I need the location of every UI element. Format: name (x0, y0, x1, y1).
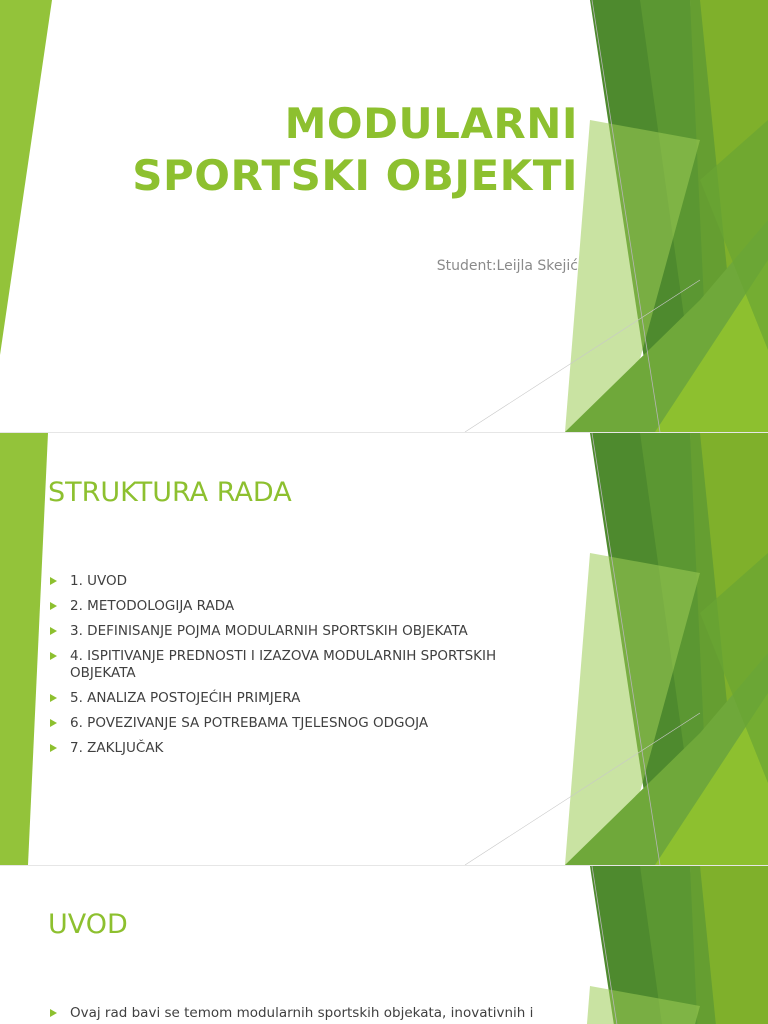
presentation-subtitle: Student:Leijla Skejić (436, 258, 578, 274)
list-item-text: 2. METODOLOGIJA RADA (70, 598, 235, 614)
green-geometric-decoration (0, 0, 768, 432)
structure-slide (0, 433, 768, 865)
list-item-text: 5. ANALIZA POSTOJEĆIH PRIMJERA (70, 690, 301, 706)
list-item (48, 598, 528, 615)
list-item-text: 7. ZAKLJUČAK (70, 740, 164, 756)
intro-slide (0, 866, 768, 1024)
presentation-title (58, 98, 578, 202)
title-line-1: MODULARNI (284, 99, 578, 148)
title-line-2: SPORTSKI OBJEKTI (132, 151, 578, 200)
list-item-text: 1. UVOD (70, 573, 128, 589)
triangle-bullet-icon (50, 577, 57, 585)
triangle-bullet-icon (50, 652, 57, 660)
list-item (48, 648, 528, 682)
list-item-text: 6. POVEZIVANJE SA POTREBAMA TJELESNOG ODGOJA (70, 715, 429, 731)
list-item (48, 573, 528, 590)
list-item (48, 715, 528, 732)
intro-paragraph (48, 1005, 600, 1022)
slide-heading: UVOD (48, 909, 128, 940)
triangle-bullet-icon (50, 1009, 57, 1017)
structure-list (48, 573, 528, 765)
title-slide (0, 0, 768, 432)
list-item-text: 4. ISPITIVANJE PREDNOSTI I IZAZOVA MODULARNIH SPORTSKIH OBJEKATA (70, 648, 497, 681)
triangle-bullet-icon (50, 694, 57, 702)
triangle-bullet-icon (50, 602, 57, 610)
green-geometric-decoration (0, 866, 768, 1024)
list-item (48, 740, 528, 757)
list-item (48, 690, 528, 707)
slide-heading: STRUKTURA RADA (48, 477, 292, 508)
triangle-bullet-icon (50, 744, 57, 752)
intro-paragraph-text: Ovaj rad bavi se temom modularnih sportskih objekata, inovativnih i (70, 1005, 534, 1021)
list-item (48, 623, 528, 640)
triangle-bullet-icon (50, 719, 57, 727)
triangle-bullet-icon (50, 627, 57, 635)
list-item-text: 3. DEFINISANJE POJMA MODULARNIH SPORTSKIH OBJEKATA (70, 623, 468, 639)
